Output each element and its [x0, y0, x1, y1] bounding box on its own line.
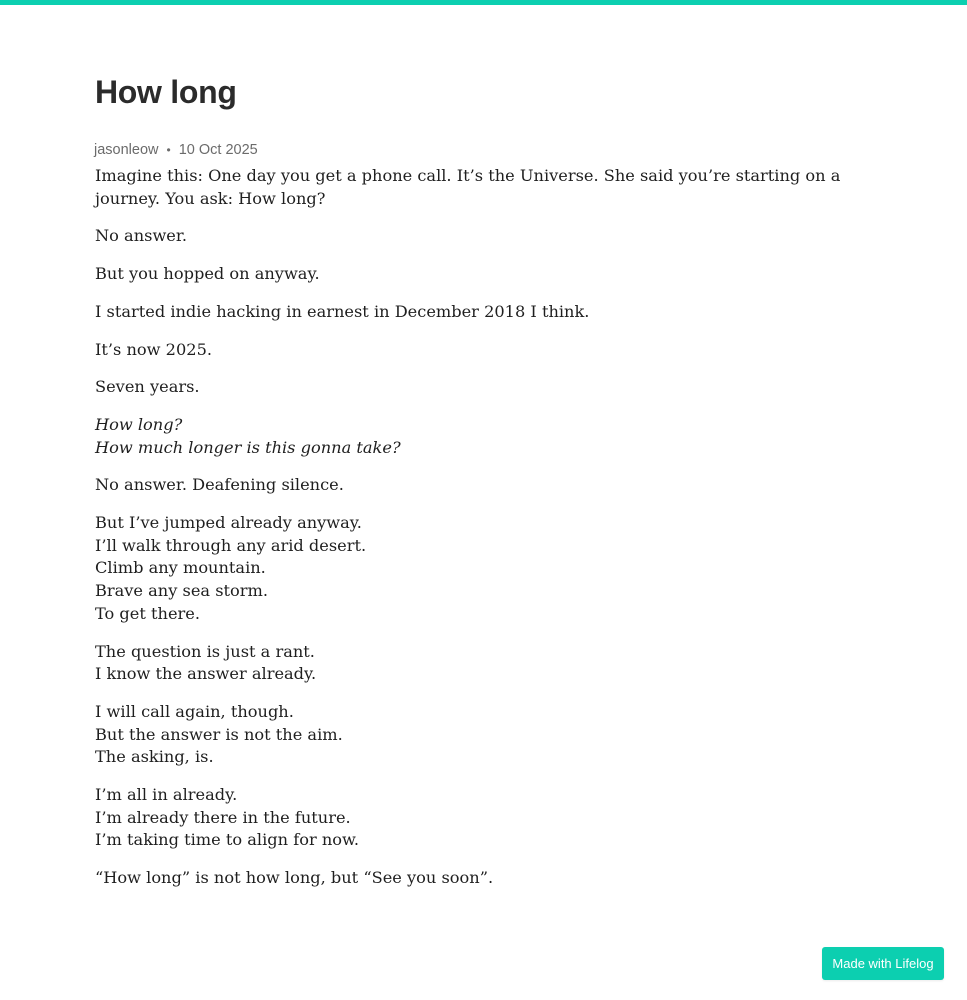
paragraph: [95, 867, 885, 890]
paragraph: [95, 339, 885, 362]
paragraph-line: Seven years.: [95, 377, 200, 397]
paragraph-line: I’m already there in the future.: [95, 807, 351, 827]
paragraph: [95, 512, 885, 626]
paragraph: [95, 263, 885, 286]
paragraph: [95, 474, 885, 497]
meta-separator: •: [166, 143, 171, 157]
paragraph-line: But I’ve jumped already anyway.: [95, 513, 362, 533]
paragraph-line: I started indie hacking in earnest in December 2018 I think.: [95, 301, 590, 321]
paragraph-line: It’s now 2025.: [95, 339, 213, 359]
paragraph-line: The asking, is.: [95, 747, 214, 767]
paragraph-line: Imagine this: One day you get a phone call. It’s the Universe. She said you’re starting on a journey. You ask: How long?: [95, 166, 841, 208]
paragraph: [95, 376, 885, 399]
paragraph: [95, 784, 885, 852]
paragraph-line: I know the answer already.: [95, 664, 317, 684]
paragraph-line: “How long” is not how long, but “See you soon”.: [95, 868, 494, 888]
paragraph-line: But you hopped on anyway.: [95, 264, 320, 284]
top-accent-bar: [0, 0, 967, 5]
paragraph: [95, 225, 885, 248]
paragraph-line: I will call again, though.: [95, 701, 294, 721]
paragraph-line: I’m taking time to align for now.: [95, 830, 360, 850]
paragraph-line: The question is just a rant.: [95, 641, 315, 661]
post-meta: [94, 141, 885, 159]
paragraph-line: To get there.: [95, 603, 200, 623]
post-article: [95, 72, 885, 905]
paragraph-line: How much longer is this gonna take?: [95, 437, 401, 457]
paragraph: [95, 301, 885, 324]
paragraph-line: I’ll walk through any arid desert.: [95, 535, 367, 555]
paragraph-line: But the answer is not the aim.: [95, 724, 343, 744]
italic-paragraph: [95, 414, 885, 459]
paragraph-line: No answer.: [95, 226, 187, 246]
paragraph-line: Brave any sea storm.: [95, 581, 268, 601]
post-body: [95, 165, 885, 890]
paragraph-line: No answer. Deafening silence.: [95, 475, 344, 495]
post-date: 10 Oct 2025: [178, 142, 258, 158]
paragraph-line: I’m all in already.: [95, 785, 238, 805]
made-with-lifelog-button[interactable]: Made with Lifelog: [822, 947, 944, 980]
paragraph-line: Climb any mountain.: [95, 558, 266, 578]
post-author[interactable]: jasonleow: [94, 142, 159, 158]
paragraph-line: How long?: [95, 414, 183, 434]
paragraph: [95, 641, 885, 686]
paragraph: [95, 701, 885, 769]
paragraph: [95, 165, 885, 210]
post-title: How long: [95, 74, 237, 110]
